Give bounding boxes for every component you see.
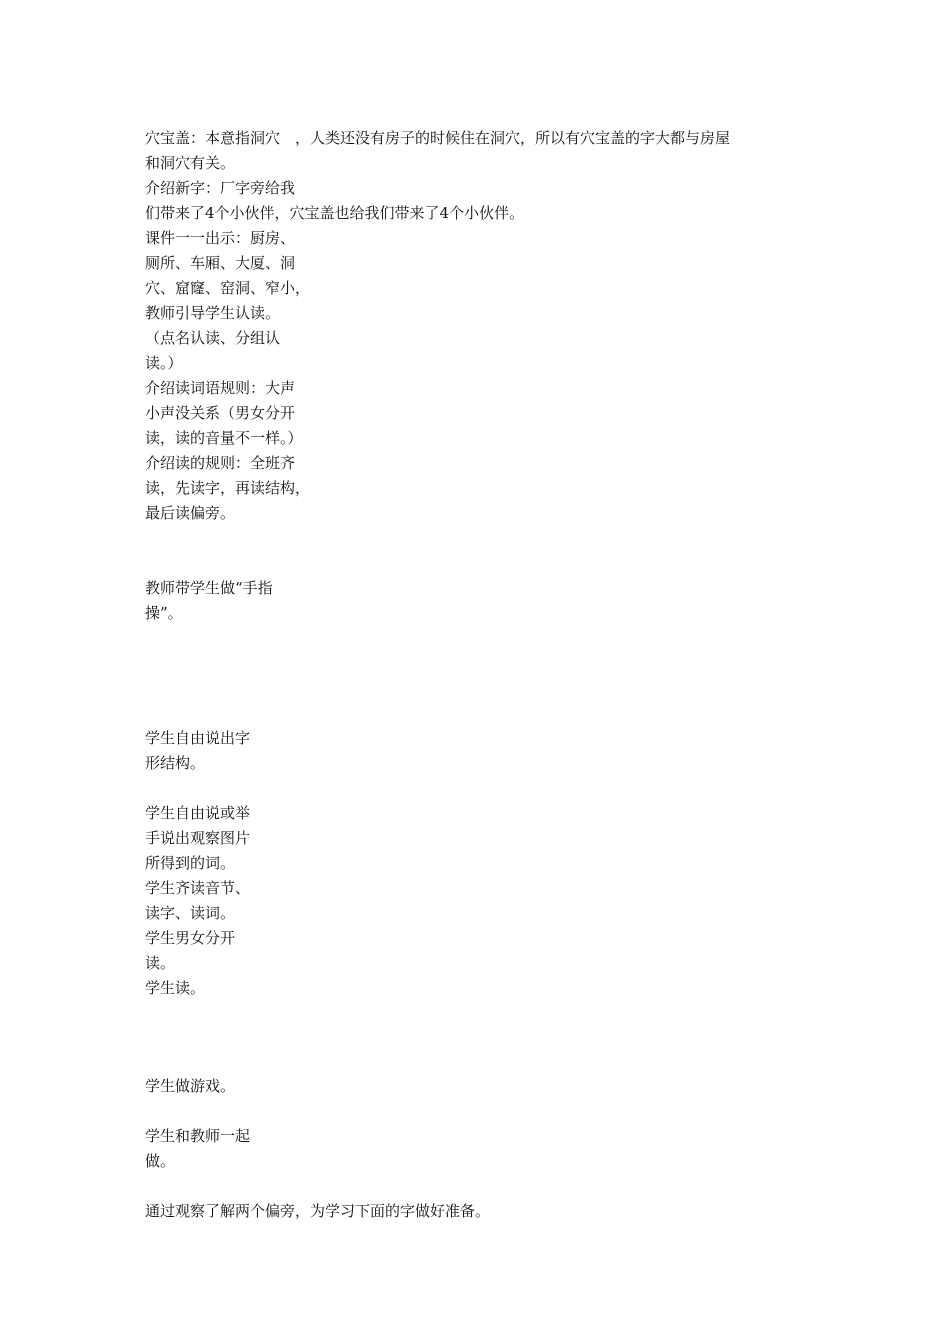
text-line: 所得到的词。 [145, 854, 236, 872]
text-line: 学生自由说出字 [145, 729, 251, 747]
text-line: 读。） [145, 354, 183, 372]
text-line: 形结构。 [145, 754, 206, 772]
text-line: 学生齐读音节、 [145, 879, 251, 897]
text-line: 最后读偏旁。 [145, 504, 236, 522]
text-line: 手说出观察图片 [145, 829, 251, 847]
text-line: 学生做游戏。 [145, 1077, 236, 1095]
text-line: 学生自由说或举 [145, 804, 251, 822]
text-line: 读字、读词。 [145, 904, 236, 922]
text-line: 读，先读字，再读结构， [145, 479, 311, 497]
text-line: 通过观察了解两个偏旁，为学习下面的字做好准备。 [145, 1202, 491, 1220]
text-line: 和洞穴有关。 [145, 154, 236, 172]
text-line: （点名认读、分组认 [145, 329, 281, 347]
text-line: 穴宝盖：本意指洞穴 ，人类还没有房子的时候住在洞穴，所以有穴宝盖的字大都与房屋 [145, 129, 731, 147]
text-line: 介绍新字：厂字旁给我 [145, 179, 296, 197]
text-line: 学生男女分开 [145, 929, 236, 947]
text-line: 小声没关系（男女分开 [145, 404, 296, 422]
text-line: 介绍读的规则：全班齐 [145, 454, 296, 472]
text-line: 学生和教师一起 [145, 1127, 251, 1145]
text-line: 操”。 [145, 604, 183, 622]
text-line: 们带来了4个小伙伴，穴宝盖也给我们带来了4个小伙伴。 [145, 204, 525, 222]
text-line: 教师带学生做“手指 [145, 579, 273, 597]
text-line: 做。 [145, 1152, 176, 1170]
text-line: 学生读。 [145, 979, 206, 997]
text-line: 厕所、车厢、大厦、洞 [145, 254, 296, 272]
text-line: 读，读的音量不一样。） [145, 429, 303, 447]
text-line: 穴、窟窿、窑洞、窄小， [145, 279, 311, 297]
text-line: 介绍读词语规则：大声 [145, 379, 296, 397]
text-line: 课件一一出示：厨房、 [145, 229, 296, 247]
text-line: 读。 [145, 954, 176, 972]
text-line: 教师引导学生认读。 [145, 304, 281, 322]
